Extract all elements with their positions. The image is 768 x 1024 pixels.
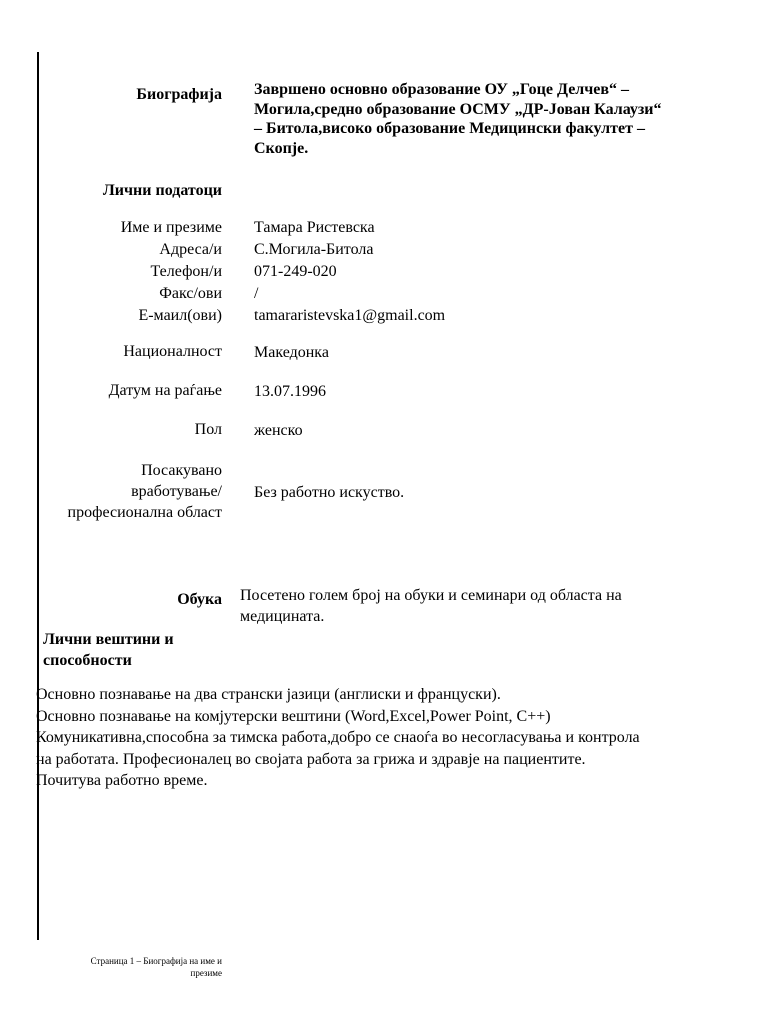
employment-value: Без работно искуство. <box>254 484 405 501</box>
personal-data-heading: Лични податоци <box>102 182 222 199</box>
employment-label-line: професионална област <box>67 504 222 521</box>
contact-labels <box>121 217 222 327</box>
biography-text <box>254 80 724 158</box>
training-line: медицината. <box>240 608 325 625</box>
employment-label-line: вработување/ <box>131 483 222 500</box>
skills-text <box>36 684 640 792</box>
footer-line: презиме <box>190 968 222 978</box>
footer-line: Страница 1 – Биографија на име и <box>90 956 222 966</box>
email-value[interactable]: tamararistevska1@gmail.com <box>254 307 446 324</box>
employment-label <box>68 460 222 523</box>
skills-line: Комуникативна,способна за тимска работа,добро се снаоѓа во несогласувања и контрола <box>36 729 640 746</box>
skills-heading <box>43 629 174 671</box>
biography-label: Биографија <box>136 86 222 103</box>
page-footer <box>91 955 222 979</box>
skills-heading-line: Лични вештини и <box>43 631 174 648</box>
biography-line: Могила,средно образование ОСМУ „ДР-Јован Калаузи“ <box>254 100 662 118</box>
phone-value: 071-249-020 <box>254 263 337 280</box>
left-margin-rule <box>37 52 39 940</box>
biography-line: Скопје. <box>254 139 309 157</box>
training-text <box>240 585 622 627</box>
address-label: Адреса/и <box>159 241 222 258</box>
fax-label: Факс/ови <box>159 285 222 302</box>
training-label: Обука <box>177 591 222 608</box>
training-line: Посетено голем број на обуки и семинари од областа на <box>240 587 622 604</box>
birthdate-label: Датум на раѓање <box>108 382 222 399</box>
gender-label: Пол <box>194 421 222 438</box>
skills-line: Основно познавање на комјутерски вештини (Word,Excel,Power Point, C++) <box>36 707 551 725</box>
employment-label-line: Посакувано <box>141 462 222 479</box>
name-label: Име и презиме <box>120 219 222 236</box>
nationality-value: Македонка <box>254 344 329 361</box>
email-label: Е-маил(ови) <box>138 307 222 324</box>
name-value: Тамара Ристевска <box>254 219 375 236</box>
skills-line: на работата. Професионалец во својата работа за грижа и здравје на пациентите. <box>36 750 586 768</box>
nationality-label: Националност <box>123 343 222 360</box>
skills-heading-line: способности <box>43 652 132 669</box>
address-value: С.Могила-Битола <box>254 241 374 258</box>
skills-line: Основно познавање на два странски јазици (англиски и француски). <box>36 686 501 703</box>
gender-value: женско <box>254 422 303 439</box>
phone-label: Телефон/и <box>150 263 222 280</box>
birthdate-value: 13.07.1996 <box>254 383 326 400</box>
biography-line: Завршено основно образование ОУ „Гоце Делчев“ – <box>254 81 630 98</box>
biography-line: – Битола,високо образование Медицински факултет – <box>254 120 645 137</box>
fax-value: / <box>254 285 259 302</box>
skills-line: Почитува работно време. <box>36 772 208 789</box>
contact-values <box>254 217 445 327</box>
